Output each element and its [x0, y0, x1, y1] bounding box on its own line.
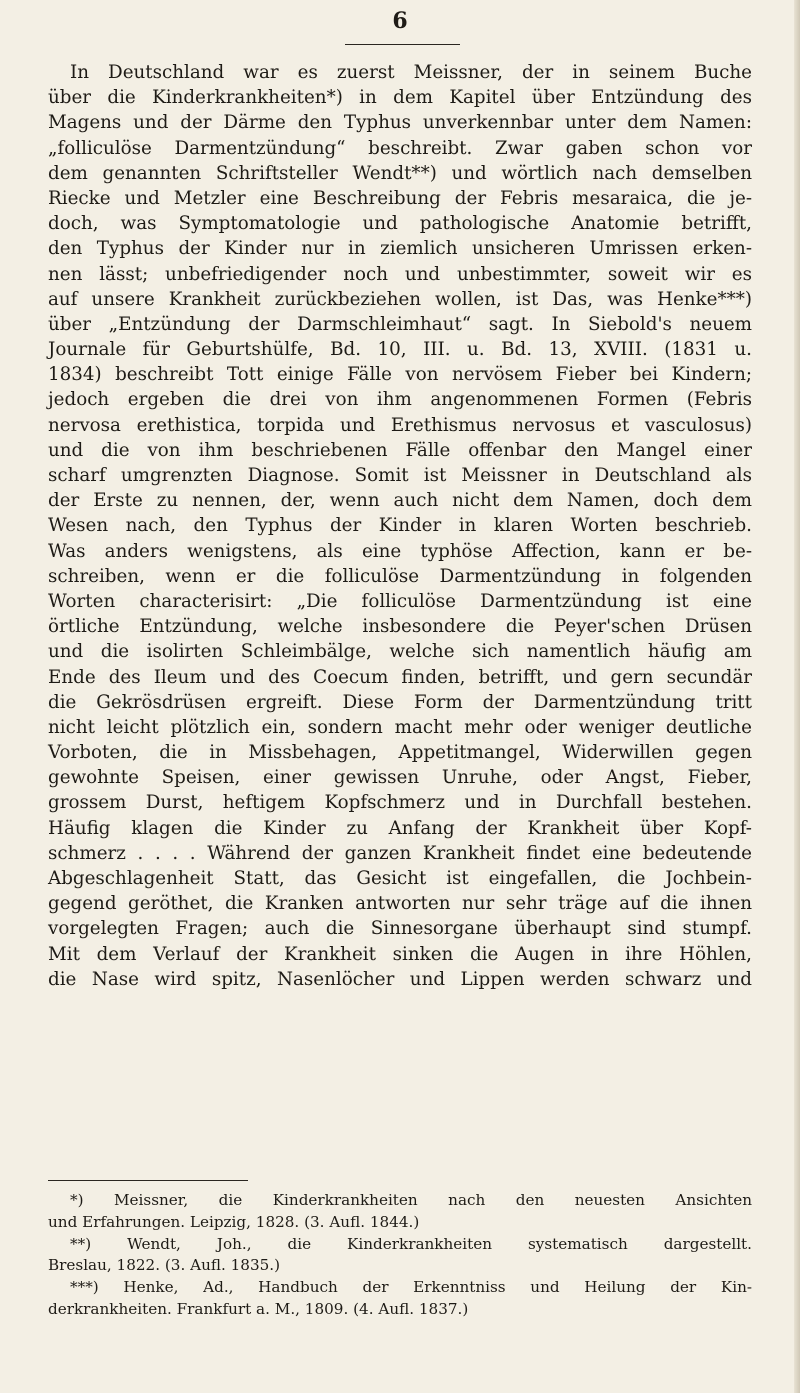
footnote-line: ***) Henke, Ad., Handbuch der Erkenntniss und Heilung der Kin- — [70, 1278, 752, 1297]
text-line: 1834) beschreibt Tott einige Fälle von nervösem Fieber bei Kindern; — [48, 364, 752, 386]
footnote-rule — [48, 1180, 248, 1181]
text-line: nicht leicht plötzlich ein, sondern macht mehr oder weniger deutliche — [48, 716, 752, 738]
text-line: auf unsere Krankheit zurückbeziehen wollen, ist Das, was Henke***) — [48, 288, 752, 310]
text-line: schreiben, wenn er die folliculöse Darmentzündung in folgenden — [48, 565, 752, 587]
text-line: nen lässt; unbefriedigender noch und unbestimmter, soweit wir es — [48, 263, 752, 285]
text-line: Mit dem Verlauf der Krankheit sinken die Augen in ihre Höhlen, — [48, 943, 752, 965]
footnote-line: **) Wendt, Joh., die Kinderkrankheiten systematisch dargestellt. — [70, 1234, 752, 1253]
text-line: der Erste zu nennen, der, wenn auch nicht dem Namen, doch dem — [48, 490, 752, 512]
footnote-line: *) Meissner, die Kinderkrankheiten nach den neuesten Ansichten — [70, 1191, 752, 1209]
page-number: 6 — [392, 8, 408, 34]
footnotes — [48, 1190, 752, 1321]
text-line: scharf umgrenzten Diagnose. Somit ist Meissner in Deutschland als — [48, 465, 752, 486]
text-line: und die von ihm beschriebenen Fälle offenbar den Mangel einer — [48, 439, 752, 461]
text-line: über „Entzündung der Darmschleimhaut“ sagt. In Siebold's neuem — [48, 313, 752, 335]
text-line: Was anders wenigstens, als eine typhöse Affection, kann er be- — [48, 540, 752, 562]
text-line: Ende des Ileum und des Coecum finden, betrifft, und gern secundär — [48, 666, 752, 688]
text-line: dem genannten Schriftsteller Wendt**) und wörtlich nach demselben — [48, 162, 752, 184]
header-rule — [345, 44, 460, 45]
text-line: Wesen nach, den Typhus der Kinder in klaren Worten beschrieb. — [48, 515, 752, 537]
text-line: Journale für Geburtshülfe, Bd. 10, III. u. Bd. 13, XVIII. (1831 u. — [48, 339, 752, 361]
text-line: Magens und der Därme den Typhus unverkennbar unter dem Namen: — [48, 112, 752, 134]
text-line: die Nase wird spitz, Nasenlöcher und Lippen werden schwarz und — [48, 968, 752, 990]
text-line: und die isolirten Schleimbälge, welche sich namentlich häufig am — [48, 641, 752, 663]
text-line: örtliche Entzündung, welche insbesondere die Peyer'schen Drüsen — [48, 616, 752, 638]
text-line: gewohnte Speisen, einer gewissen Unruhe, oder Angst, Fieber, — [48, 767, 752, 789]
text-line: Vorboten, die in Missbehagen, Appetitmangel, Widerwillen gegen — [48, 742, 752, 764]
footnote-line: und Erfahrungen. Leipzig, 1828. (3. Aufl. 1844.) — [48, 1212, 420, 1231]
text-line: vorgelegten Fragen; auch die Sinnesorgane überhaupt sind stumpf. — [48, 918, 752, 940]
text-line: nervosa erethistica, torpida und Erethismus nervosus et vasculosus) — [48, 414, 752, 436]
text-line: schmerz . . . . Während der ganzen Krankheit findet eine bedeutende — [48, 842, 752, 864]
text-line: gegend geröthet, die Kranken antworten nur sehr träge auf die ihnen — [48, 893, 752, 915]
main-paragraph — [48, 60, 752, 992]
text-line: die Gekrösdrüsen ergreift. Diese Form der Darmentzündung tritt — [48, 691, 752, 713]
text-line: Häufig klagen die Kinder zu Anfang der Krankheit über Kopf- — [48, 817, 752, 839]
page-edge-shadow — [794, 0, 800, 1393]
text-line: doch, was Symptomatologie und pathologische Anatomie betrifft, — [48, 213, 752, 235]
text-line: Worten characterisirt: „Die folliculöse Darmentzündung ist eine — [48, 590, 752, 612]
text-line: Riecke und Metzler eine Beschreibung der Febris mesaraica, die je- — [48, 187, 752, 209]
footnote-line: derkrankheiten. Frankfurt a. M., 1809. (4. Aufl. 1837.) — [48, 1299, 469, 1318]
text-line: Abgeschlagenheit Statt, das Gesicht ist eingefallen, die Jochbein- — [48, 868, 752, 889]
text-line: „folliculöse Darmentzündung“ beschreibt. Zwar gaben schon vor — [48, 137, 752, 159]
text-line: über die Kinderkrankheiten*) in dem Kapitel über Entzündung des — [48, 87, 752, 109]
text-line: grossem Durst, heftigem Kopfschmerz und in Durchfall bestehen. — [48, 792, 752, 814]
footnote-line: Breslau, 1822. (3. Aufl. 1835.) — [48, 1256, 281, 1275]
text-line: den Typhus der Kinder nur in ziemlich unsicheren Umrissen erken- — [48, 238, 752, 260]
text-line: In Deutschland war es zuerst Meissner, der in seinem Buche — [70, 62, 752, 83]
text-line: jedoch ergeben die drei von ihm angenommenen Formen (Febris — [48, 389, 752, 411]
